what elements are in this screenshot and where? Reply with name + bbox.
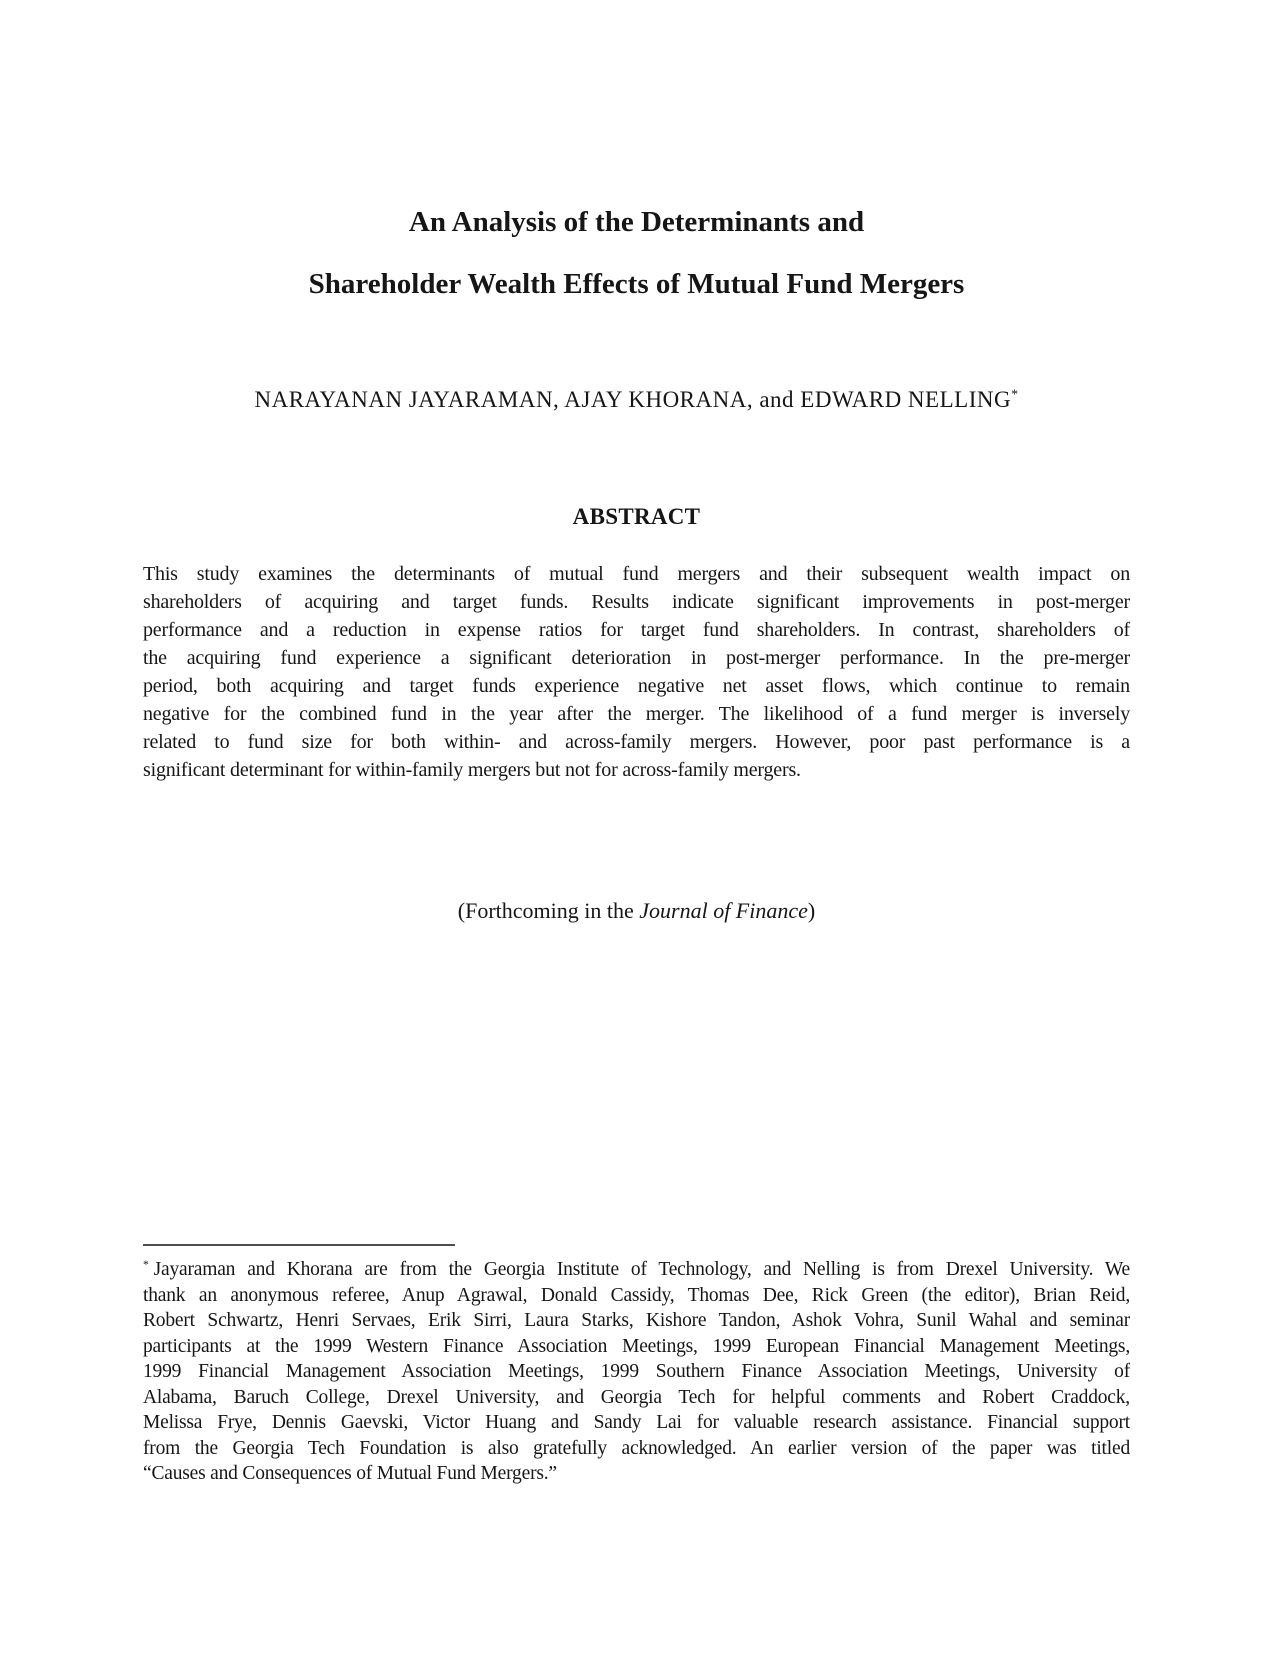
footnote-paragraph	[143, 1257, 1130, 1487]
abstract-text-line: negative for the combined fund in the year after the merger. The likelihood of a fund merger is inversely	[143, 703, 1130, 725]
footnote-text-line: Melissa Frye, Dennis Gaevski, Victor Huang and Sandy Lai for valuable research assistance. Financial support	[143, 1412, 1130, 1433]
journal-name: Journal of Finance	[639, 898, 808, 923]
authors-footnote-mark: *	[1011, 386, 1019, 402]
footnote-text-line: Alabama, Baruch College, Drexel University, and Georgia Tech for helpful comments and Robert Craddock,	[143, 1386, 1130, 1408]
abstract-text-line: shareholders of acquiring and target funds. Results indicate significant improvements in post-merger	[143, 591, 1130, 613]
footnote-asterisk-mark: *	[143, 1257, 149, 1271]
abstract-text-line: the acquiring fund experience a significant deterioration in post-merger performance. In the pre-merger	[143, 647, 1130, 669]
abstract-text-line: significant determinant for within-family mergers but not for across-family mergers.	[143, 759, 801, 781]
footnote-text-line: Robert Schwartz, Henri Servaes, Erik Sirri, Laura Starks, Kishore Tandon, Ashok Vohra, Sunil Wahal and seminar	[143, 1310, 1130, 1331]
footnote-text-line: * Jayaraman and Khorana are from the Georgia Institute of Technology, and Nelling is from Drexel University. We	[143, 1257, 1130, 1280]
abstract-text-line: related to fund size for both within- and across-family mergers. However, poor past performance is a	[143, 731, 1130, 753]
footnote-text-line: 1999 Financial Management Association Meetings, 1999 Southern Finance Association Meetings, University of	[143, 1361, 1130, 1382]
footnote-text-line: participants at the 1999 Western Finance Association Meetings, 1999 European Financial Management Meetings,	[143, 1335, 1130, 1357]
footnote-text-line: “Causes and Consequences of Mutual Fund Mergers.”	[143, 1463, 557, 1484]
footnote-text-line: from the Georgia Tech Foundation is also gratefully acknowledged. An earlier version of the paper was titled	[143, 1437, 1130, 1459]
authors-line	[143, 386, 1130, 414]
paper-title-line-1: An Analysis of the Determinants and	[408, 206, 865, 238]
forthcoming-prefix: (Forthcoming in the	[457, 898, 640, 923]
footnote-text-line: thank an anonymous referee, Anup Agrawal, Donald Cassidy, Thomas Dee, Rick Green (the editor), Brian Reid,	[143, 1284, 1130, 1306]
abstract-text-line: performance and a reduction in expense ratios for target fund shareholders. In contrast, shareholders of	[143, 619, 1130, 641]
paper-title-line-2: Shareholder Wealth Effects of Mutual Fund Mergers	[308, 268, 965, 300]
forthcoming-suffix: )	[807, 898, 816, 923]
abstract-paragraph	[143, 560, 1130, 784]
footnote-separator-rule	[143, 1244, 455, 1246]
author-names: NARAYANAN JAYARAMAN, AJAY KHORANA, and EDWARD NELLING	[254, 387, 1012, 412]
abstract-text-line: period, both acquiring and target funds experience negative net asset flows, which continue to remain	[143, 675, 1130, 697]
abstract-heading: ABSTRACT	[572, 504, 701, 529]
abstract-text-line: This study examines the determinants of mutual fund mergers and their subsequent wealth impact on	[143, 563, 1130, 585]
forthcoming-note	[143, 897, 1130, 925]
